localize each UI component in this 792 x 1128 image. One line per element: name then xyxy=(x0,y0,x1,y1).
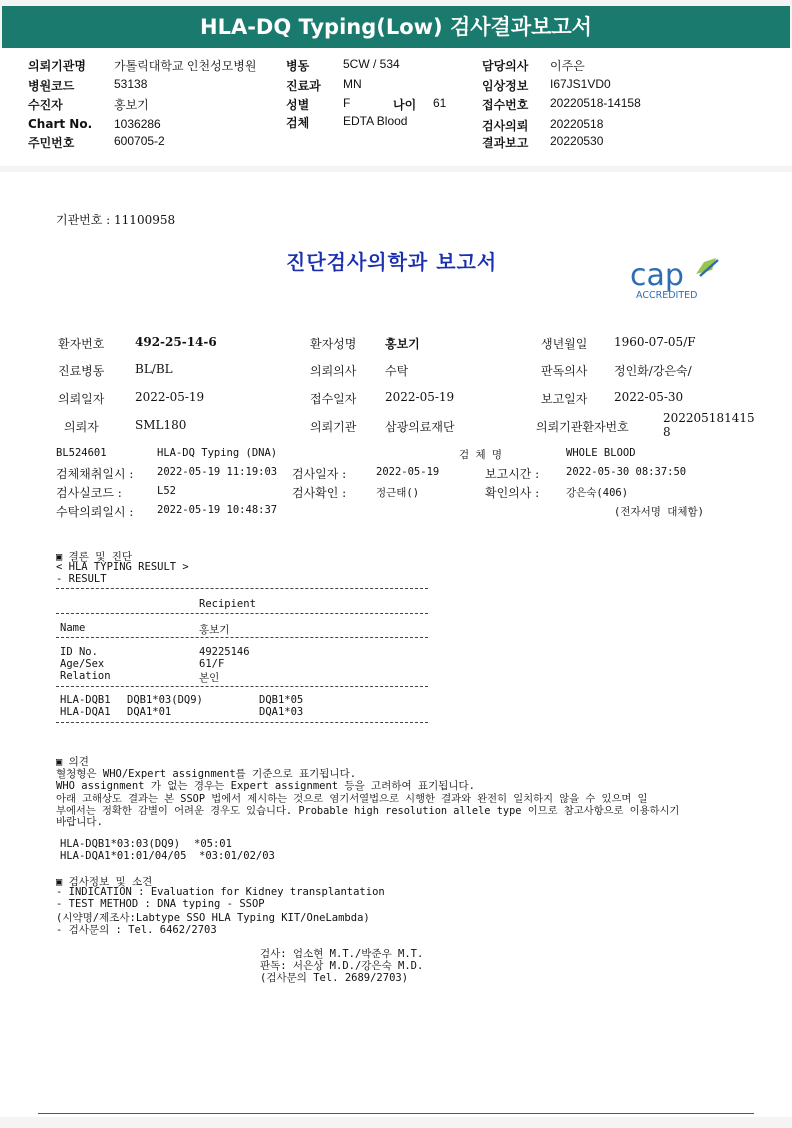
hires-allele: HLA-DQB1*03:03(DQ9) xyxy=(60,838,181,850)
grid-value-requester: SML180 xyxy=(135,418,187,432)
collect-label: 검체채취일시 : xyxy=(56,467,134,481)
grid-label-reading-doctor: 판독의사 xyxy=(541,364,588,378)
reporttime-label: 보고시간 : xyxy=(485,467,540,481)
name-value: 홍보기 xyxy=(199,624,230,636)
label-sex: 성별 xyxy=(286,98,310,112)
grid-label-request-date: 의뢰일자 xyxy=(58,392,105,406)
value-clinical-info: I67JS1VD0 xyxy=(550,77,611,91)
recipient-header: Recipient xyxy=(199,598,256,610)
id-label: ID No. xyxy=(60,646,98,658)
divider xyxy=(56,613,428,614)
value-ward: 5CW / 534 xyxy=(343,57,400,71)
label-institution: 의뢰기관명 xyxy=(28,59,86,73)
info-line: - INDICATION : Evaluation for Kidney transplantation xyxy=(56,886,385,898)
divider xyxy=(56,588,428,589)
grid-label-ward: 진료병동 xyxy=(58,364,105,378)
value-hospital-code: 53138 xyxy=(114,77,148,91)
logo-sub: ACCREDITED xyxy=(636,290,698,301)
report-title-bar: HLA-DQ Typing(Low) 검사결과보고서 xyxy=(2,6,790,48)
grid-label-req-institution: 의뢰기관 xyxy=(310,420,357,434)
hires-allele: HLA-DQA1*01:01/04/05 xyxy=(60,850,187,862)
allele-locus: HLA-DQA1 xyxy=(60,706,111,718)
relation-label: Relation xyxy=(60,670,111,682)
testdate-label: 검사일자 : xyxy=(292,467,347,481)
grid-value-birth: 1960-07-05/F xyxy=(614,335,696,349)
scanned-report xyxy=(0,172,792,1117)
label-age: 나이 xyxy=(393,98,417,112)
name-label: Name xyxy=(60,622,86,634)
testdate-value: 2022-05-19 xyxy=(376,466,440,478)
allele-locus: HLA-DQB1 xyxy=(60,694,111,706)
value-department: MN xyxy=(343,77,362,91)
grid-value-ward: BL/BL xyxy=(135,362,173,376)
signature-line: (검사문의 Tel. 2689/2703) xyxy=(260,972,409,984)
test-code: BL524601 xyxy=(56,447,107,459)
grid-value-request-date: 2022-05-19 xyxy=(135,390,205,404)
info-line: - TEST METHOD : DNA typing - SSOP xyxy=(56,898,265,910)
confirm-doctor-label: 확인의사 : xyxy=(485,486,540,500)
allele-2: DQB1*05 xyxy=(259,694,304,706)
value-receipt-no: 20220518-14158 xyxy=(550,96,641,110)
label-report-date: 결과보고 xyxy=(482,136,529,150)
grid-value-patient-name: 홍보기 xyxy=(385,337,420,351)
value-chart-no: 1036286 xyxy=(114,117,161,131)
typing-result-title: < HLA TYPING RESULT > xyxy=(56,561,189,573)
opinion-line: 바랍니다. xyxy=(56,816,103,828)
grid-value-receipt-date: 2022-05-19 xyxy=(385,390,455,404)
grid-value-reading-doctor: 정인화/강은숙/ xyxy=(614,364,692,378)
test-name: HLA-DQ Typing (DNA) xyxy=(157,447,278,459)
agesex-label: Age/Sex xyxy=(60,658,105,670)
grid-value-report-date: 2022-05-30 xyxy=(614,390,684,404)
label-clinical-info: 임상정보 xyxy=(482,79,529,93)
value-sex: F xyxy=(343,96,351,110)
label-ward: 병동 xyxy=(286,59,310,73)
confirm-label: 검사확인 : xyxy=(292,486,347,500)
info-line: (시약명/제조사:Labtype SSO HLA Typing KIT/OneLambda) xyxy=(56,912,370,924)
esign-note: (전자서명 대체함) xyxy=(614,506,704,518)
opinion-line: 아래 고해상도 결과는 본 SSOP 법에서 제시하는 것으로 염기서열법으로 시행한 결과와 완전히 일치하지 않을 수 있으며 일 xyxy=(56,793,648,805)
divider xyxy=(56,722,428,723)
label-patient: 수진자 xyxy=(28,98,63,112)
label-hospital-code: 병원코드 xyxy=(28,79,75,93)
result-label: - RESULT xyxy=(56,573,107,585)
info-title: ▣ 검사정보 및 소견 xyxy=(56,876,153,888)
specimen-value: WHOLE BLOOD xyxy=(566,447,636,459)
value-request-date: 20220518 xyxy=(550,117,604,131)
label-department: 진료과 xyxy=(286,79,321,93)
room-value: L52 xyxy=(157,485,176,497)
allele-1: DQB1*03(DQ9) xyxy=(127,694,203,706)
grid-label-patient-name: 환자성명 xyxy=(310,337,357,351)
label-request-date: 검사의뢰 xyxy=(482,119,529,133)
grid-value-inst-patient-no-line2: 8 xyxy=(663,425,671,439)
id-value: 49225146 xyxy=(199,646,250,658)
signature-line: 검사: 엄소현 M.T./박준우 M.T. xyxy=(260,948,424,960)
confirm-doctor-value: 강은숙(406) xyxy=(566,487,629,499)
opinion-line: WHO assignment 가 없는 경우는 Expert assignment 등을 고려하여 표기됩니다. xyxy=(56,780,475,792)
grid-label-birth: 생년월일 xyxy=(541,337,588,351)
agesex-value: 61/F xyxy=(199,658,225,670)
room-label: 검사실코드 : xyxy=(56,486,122,500)
label-receipt-no: 접수번호 xyxy=(482,98,529,112)
specimen-label: 검 체 명 xyxy=(459,449,503,461)
cap-accredited-logo xyxy=(628,256,732,308)
value-institution: 가톨릭대학교 인천성모병원 xyxy=(114,59,257,73)
report-title: 진단검사의학과 보고서 xyxy=(286,250,498,274)
allele-1: DQA1*01 xyxy=(127,706,172,718)
info-line: - 검사문의 : Tel. 6462/2703 xyxy=(56,924,217,936)
divider xyxy=(56,637,428,638)
signature-line: 판독: 서은상 M.D./강은숙 M.D. xyxy=(260,960,424,972)
label-chart-no: Chart No. xyxy=(28,117,93,131)
opinion-line: 부에서는 정확한 감별이 어려운 경우도 있습니다. Probable high resolution allele type 이므로 참고사항으로 이용하시기 xyxy=(56,805,680,817)
opinion-line: 혈청형은 WHO/Expert assignment를 기준으로 표기됩니다. xyxy=(56,768,357,780)
value-report-date: 20220530 xyxy=(550,134,604,148)
grid-value-req-institution: 삼광의료재단 xyxy=(385,420,455,434)
grid-label-inst-patient-no: 의뢰기관환자번호 xyxy=(536,420,629,434)
logo-word: cap xyxy=(630,258,684,293)
opinion-title: ▣ 의견 xyxy=(56,756,89,768)
hires-allele-2: *03:01/02/03 xyxy=(199,850,275,862)
info-panel xyxy=(0,48,792,166)
confirm-value: 정근태() xyxy=(376,487,420,499)
label-resident-no: 주민번호 xyxy=(28,136,75,150)
value-specimen: EDTA Blood xyxy=(343,114,408,128)
footer-divider xyxy=(38,1113,754,1114)
relation-value: 본인 xyxy=(199,672,220,684)
grid-value-patient-no: 492-25-14-6 xyxy=(135,335,217,349)
grid-label-requester: 의뢰자 xyxy=(64,420,99,434)
label-physician: 담당의사 xyxy=(482,59,529,73)
divider xyxy=(56,686,428,687)
grid-label-patient-no: 환자번호 xyxy=(58,337,105,351)
label-specimen: 검체 xyxy=(286,116,310,130)
grid-value-req-doctor: 수탁 xyxy=(385,364,409,378)
consign-label: 수탁의뢰일시 : xyxy=(56,505,134,519)
collect-value: 2022-05-19 11:19:03 xyxy=(157,466,278,478)
value-patient: 홍보기 xyxy=(114,98,149,112)
value-resident-no: 600705-2 xyxy=(114,134,165,148)
grid-label-receipt-date: 접수일자 xyxy=(310,392,357,406)
grid-label-req-doctor: 의뢰의사 xyxy=(310,364,357,378)
consign-value: 2022-05-19 10:48:37 xyxy=(157,504,278,516)
grid-value-inst-patient-no-line1: 202205181415 xyxy=(663,411,755,425)
value-age: 61 xyxy=(433,96,447,110)
value-physician: 이주은 xyxy=(550,59,585,73)
conclusion-title: ▣ 결론 및 진단 xyxy=(56,551,133,563)
grid-label-report-date: 보고일자 xyxy=(541,392,588,406)
hires-allele-2: *05:01 xyxy=(194,838,232,850)
allele-2: DQA1*03 xyxy=(259,706,304,718)
institution-number: 기관번호 : 11100958 xyxy=(56,213,176,227)
reporttime-value: 2022-05-30 08:37:50 xyxy=(566,466,687,478)
